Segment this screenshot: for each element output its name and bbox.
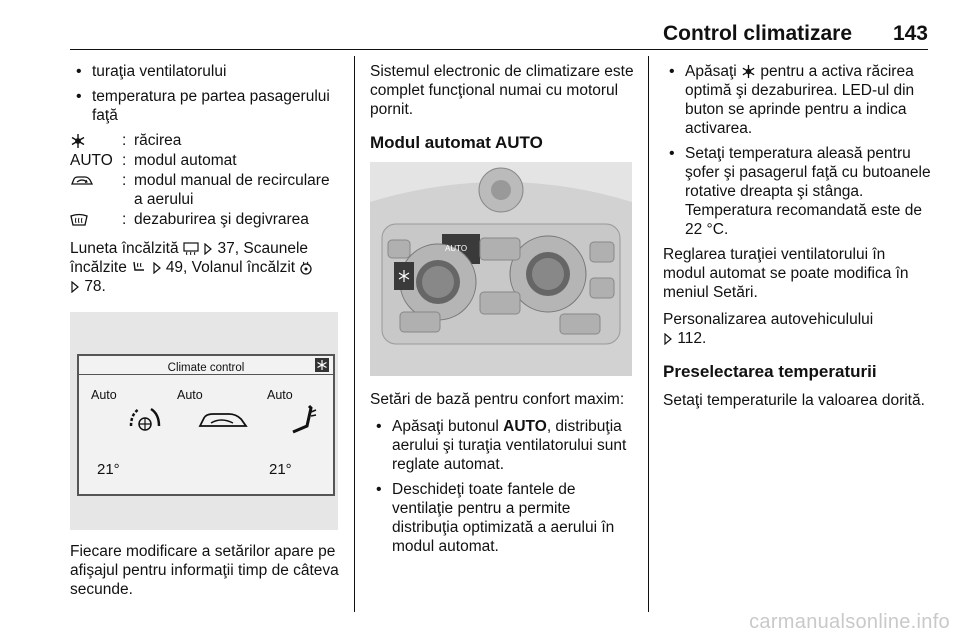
header-rule bbox=[70, 49, 928, 50]
def-row-defrost: : dezaburirea şi degivrarea bbox=[70, 210, 342, 229]
column-divider-right bbox=[648, 56, 649, 612]
reference-arrow-icon bbox=[203, 243, 213, 255]
car-airflow-icon bbox=[197, 408, 249, 432]
seat-airflow-icon bbox=[289, 402, 319, 436]
figure1-caption: Fiecare modificare a setărilor apare pe afişajul pentru informaţii timp de câteva secunde. bbox=[70, 543, 339, 598]
def-row-recirculation: : modul manual de recirculare a aerului bbox=[70, 171, 342, 209]
screen-title: Climate control bbox=[167, 362, 245, 374]
reference-arrow-icon bbox=[663, 333, 673, 345]
basic-settings-intro: Setări de bază pentru confort maxim: bbox=[370, 391, 625, 408]
section-heading-auto: Modul automat AUTO bbox=[370, 133, 543, 152]
column-middle bbox=[370, 62, 636, 562]
column-left bbox=[70, 62, 342, 607]
def-cooling: răcirea bbox=[134, 132, 182, 149]
def-row-cooling: : răcirea bbox=[70, 131, 342, 150]
auto-button-label: AUTO bbox=[445, 244, 468, 253]
distribution-auto-label: Auto bbox=[177, 388, 203, 402]
bullet-passenger-temp: • temperatura pe partea pasagerului faţă bbox=[70, 87, 342, 125]
paragraph-personalization: Personalizarea autovehiculului 112. bbox=[663, 311, 874, 347]
def-defrost: dezaburirea şi degivrarea bbox=[134, 211, 309, 228]
def-auto-key: AUTO bbox=[70, 152, 113, 169]
snowflake-icon bbox=[70, 133, 86, 149]
page-number: 143 bbox=[892, 22, 928, 45]
screen-title-rule bbox=[79, 374, 333, 375]
def-recirculation: modul manual de recirculare a aerului bbox=[134, 172, 330, 208]
seat-auto-label: Auto bbox=[267, 388, 293, 402]
heated-steering-wheel-icon bbox=[299, 261, 313, 275]
fan-auto-label: Auto bbox=[91, 388, 117, 402]
column-right bbox=[663, 62, 931, 418]
climate-display-figure bbox=[70, 312, 338, 530]
paragraph-references: Luneta încălzită 37, Scaunele încălzite 49, Volanul încălzit 78. bbox=[70, 239, 342, 296]
temperature-left: 21° bbox=[97, 461, 120, 478]
bullet-fan-speed: • turaţia ventilatorului bbox=[70, 62, 342, 81]
reference-arrow-icon bbox=[70, 281, 80, 293]
auto-keyword: AUTO bbox=[503, 418, 547, 435]
heated-seat-icon bbox=[131, 261, 147, 275]
reference-arrow-icon bbox=[152, 262, 162, 274]
windshield-defrost-icon bbox=[70, 213, 88, 227]
bullet-set-temperature: • Setaţi temperatura aleasă pentru şofer şi pasagerul faţă cu butoanele rotative dreapta şi stânga. Temperatura recomandată este de 22 °C. bbox=[663, 144, 931, 239]
page-title: Control climatizare bbox=[662, 22, 852, 45]
def-row-auto: AUTO : modul automat bbox=[70, 151, 342, 170]
def-auto: modul automat bbox=[134, 152, 237, 169]
snowflake-icon bbox=[315, 358, 329, 372]
climate-control-screen bbox=[77, 354, 335, 496]
rear-window-heat-icon bbox=[183, 242, 199, 255]
snowflake-icon bbox=[397, 269, 411, 283]
control-panel-figure bbox=[370, 162, 632, 376]
paragraph-fan-speed: Reglarea turaţiei ventilatorului în modul automat se poate modifica în meniul Setări. bbox=[663, 246, 909, 301]
page-header bbox=[70, 16, 928, 50]
fan-icon bbox=[125, 404, 165, 434]
symbol-definitions bbox=[70, 131, 342, 229]
snowflake-icon bbox=[741, 64, 756, 79]
column-divider-left bbox=[354, 56, 355, 612]
bullet-press-cooling: • Apăsaţi pentru a activa răcirea optimă şi dezaburirea. LED-ul din buton se aprinde pentru a indica activarea. bbox=[663, 62, 931, 138]
bullet-press-auto: • Apăsaţi butonul AUTO, distribuţia aerului şi turaţia ventilatorului sunt reglate automat. bbox=[370, 417, 636, 474]
watermark: carmanualsonline.info bbox=[749, 611, 950, 633]
car-recirculation-icon bbox=[70, 174, 94, 188]
bullet-open-vents: • Deschideţi toate fantele de ventilaţie pentru a permite distribuţia optimizată a aerului în modul automat. bbox=[370, 480, 636, 556]
intro-paragraph: Sistemul electronic de climatizare este complet funcţional numai cu motorul pornit. bbox=[370, 63, 634, 118]
paragraph-set-temperatures: Setaţi temperaturile la valoarea dorită. bbox=[663, 392, 925, 409]
section-heading-preselect: Preselectarea temperaturii bbox=[663, 362, 877, 381]
temperature-right: 21° bbox=[269, 461, 292, 478]
